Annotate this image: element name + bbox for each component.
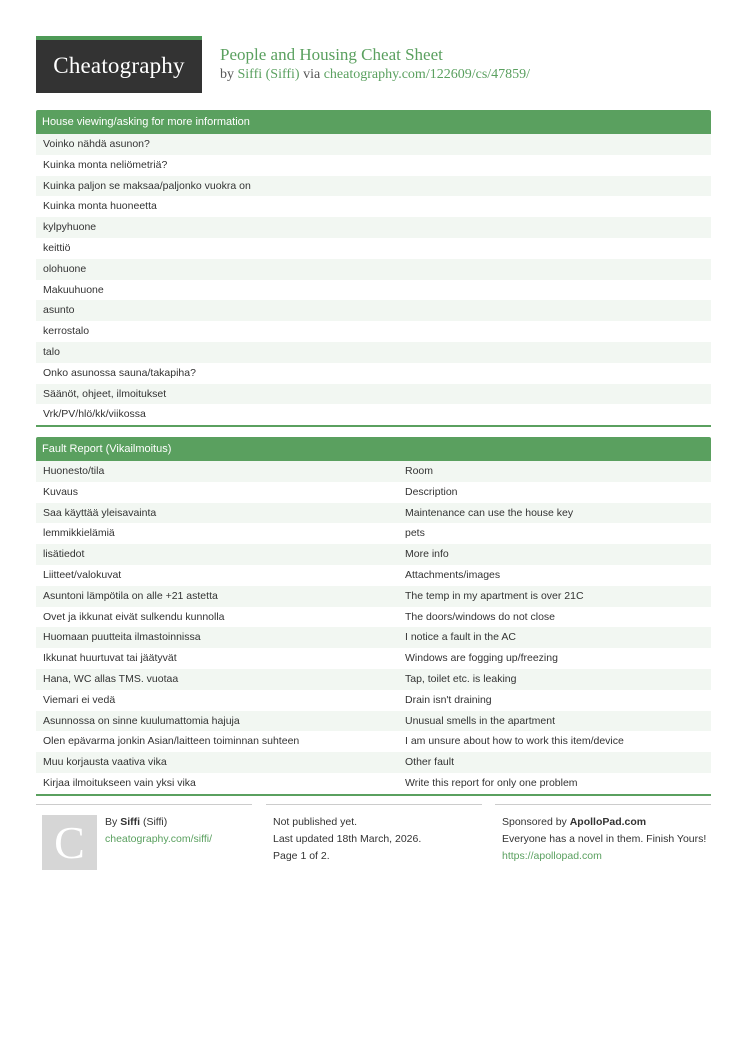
footer-sponsor-column bbox=[495, 804, 711, 865]
by-label: By bbox=[105, 816, 118, 828]
finnish-cell: Kirjaa ilmoitukseen vain yksi vika bbox=[43, 776, 196, 789]
english-cell: Maintenance can use the house key bbox=[405, 506, 574, 519]
section-fault-report bbox=[36, 437, 711, 796]
english-cell: I am unsure about how to work this item/device bbox=[405, 735, 624, 748]
table-row bbox=[36, 752, 711, 773]
english-cell: I notice a fault in the AC bbox=[405, 631, 516, 644]
table-row bbox=[36, 503, 711, 524]
by-prefix: by bbox=[220, 67, 234, 82]
table-row: Onko asunossa sauna/takapiha? bbox=[43, 366, 196, 379]
english-cell: Windows are fogging up/freezing bbox=[405, 652, 558, 665]
table-row: Kuinka monta neliömetriä? bbox=[43, 158, 168, 171]
footer-status-column bbox=[266, 804, 482, 865]
table-row bbox=[36, 731, 711, 752]
table-row: keittiö bbox=[43, 241, 71, 254]
finnish-cell: lisätiedot bbox=[43, 548, 85, 561]
table-row bbox=[36, 648, 711, 669]
sheet-url-link[interactable]: cheatography.com/122609/cs/47859/ bbox=[323, 67, 531, 82]
section-rows bbox=[36, 461, 711, 794]
last-updated: Last updated 18th March, 2026. bbox=[273, 833, 422, 845]
table-row bbox=[36, 461, 711, 482]
finnish-cell: Ovet ja ikkunat eivät sulkendu kunnolla bbox=[43, 610, 225, 623]
table-row: Voinko nähdä asunon? bbox=[36, 134, 711, 155]
table-row bbox=[36, 607, 711, 628]
footer-author-handle: (Siffi) bbox=[142, 816, 168, 828]
page-number: Page 1 of 2. bbox=[273, 850, 330, 862]
finnish-cell: Hana, WC allas TMS. vuotaa bbox=[43, 672, 179, 685]
english-cell: Other fault bbox=[405, 756, 455, 769]
author-avatar: C bbox=[42, 815, 97, 870]
table-row bbox=[36, 482, 711, 503]
table-row bbox=[36, 773, 711, 794]
table-row: Makuuhuone bbox=[43, 283, 104, 296]
table-row bbox=[36, 565, 711, 586]
section-title: House viewing/asking for more information bbox=[36, 110, 711, 134]
footer-author-name[interactable]: Siffi bbox=[120, 816, 141, 828]
english-cell: More info bbox=[405, 548, 449, 561]
footer-author-url[interactable]: cheatography.com/siffi/ bbox=[105, 833, 212, 845]
author-link[interactable]: Siffi (Siffi) bbox=[237, 67, 300, 82]
section-title: Fault Report (Vikailmoitus) bbox=[36, 437, 711, 461]
finnish-cell: Kuvaus bbox=[43, 485, 79, 498]
finnish-cell: Saa käyttää yleisavainta bbox=[43, 506, 157, 519]
finnish-cell: Asuntoni lämpötila on alle +21 astetta bbox=[43, 589, 218, 602]
english-cell: Unusual smells in the apartment bbox=[405, 714, 555, 727]
page-header bbox=[36, 36, 716, 94]
table-row: Kuinka paljon se maksaa/paljonko vuokra on bbox=[36, 176, 711, 197]
section-rows bbox=[36, 134, 711, 425]
cheatography-logo[interactable]: Cheatography bbox=[36, 36, 202, 93]
sponsor-name[interactable]: ApolloPad.com bbox=[569, 816, 647, 828]
sponsor-url[interactable]: https://apollopad.com bbox=[502, 850, 602, 862]
table-row bbox=[36, 523, 711, 544]
table-row: Kuinka monta huoneetta bbox=[43, 200, 157, 213]
finnish-cell: Ikkunat huurtuvat tai jäätyvät bbox=[43, 652, 177, 665]
table-row bbox=[36, 711, 711, 732]
table-row bbox=[36, 544, 711, 565]
table-row: Vrk/PV/hlö/kk/viikossa bbox=[43, 408, 146, 421]
finnish-cell: Muu korjausta vaativa vika bbox=[43, 756, 167, 769]
finnish-cell: Asunnossa on sinne kuulumattomia hajuja bbox=[43, 714, 240, 727]
page-footer bbox=[36, 804, 711, 894]
table-row: kylpyhuone bbox=[36, 217, 711, 238]
byline bbox=[220, 67, 530, 83]
footer-author-column bbox=[36, 804, 252, 894]
finnish-cell: Viemari ei vedä bbox=[43, 693, 116, 706]
english-cell: The doors/windows do not close bbox=[405, 610, 555, 623]
finnish-cell: lemmikkielämiä bbox=[43, 527, 115, 540]
section-house-viewing bbox=[36, 110, 711, 427]
finnish-cell: Liitteet/valokuvat bbox=[43, 568, 122, 581]
sponsor-text: Everyone has a novel in them. Finish Yours! bbox=[502, 833, 707, 845]
footer-author-line bbox=[105, 814, 252, 831]
english-cell: Tap, toilet etc. is leaking bbox=[405, 672, 517, 685]
sponsor-label: Sponsored by bbox=[502, 816, 567, 828]
finnish-cell: Huomaan puutteita ilmastoinnissa bbox=[43, 631, 201, 644]
table-row: talo bbox=[36, 342, 711, 363]
english-cell: Description bbox=[405, 485, 458, 498]
english-cell: pets bbox=[405, 527, 425, 540]
table-row: olohuone bbox=[36, 259, 711, 280]
english-cell: Attachments/images bbox=[405, 568, 501, 581]
table-row bbox=[36, 627, 711, 648]
sponsor-line bbox=[502, 814, 711, 831]
table-row bbox=[36, 690, 711, 711]
english-cell: Write this report for only one problem bbox=[405, 776, 578, 789]
finnish-cell: Huonesto/tila bbox=[43, 465, 105, 477]
table-row: asunto bbox=[36, 300, 711, 321]
english-cell: Drain isn't draining bbox=[405, 693, 492, 706]
via-text: via bbox=[303, 67, 321, 82]
publish-status: Not published yet. bbox=[273, 816, 358, 828]
finnish-cell: Olen epävarma jonkin Asian/laitteen toiminnan suhteen bbox=[43, 735, 300, 748]
page-title: People and Housing Cheat Sheet bbox=[220, 45, 443, 64]
table-row: Säänöt, ohjeet, ilmoitukset bbox=[36, 384, 711, 405]
english-cell: The temp in my apartment is over 21C bbox=[405, 589, 584, 602]
english-cell: Room bbox=[405, 465, 434, 477]
table-row bbox=[36, 669, 711, 690]
table-row bbox=[36, 586, 711, 607]
table-row: kerrostalo bbox=[43, 325, 90, 338]
